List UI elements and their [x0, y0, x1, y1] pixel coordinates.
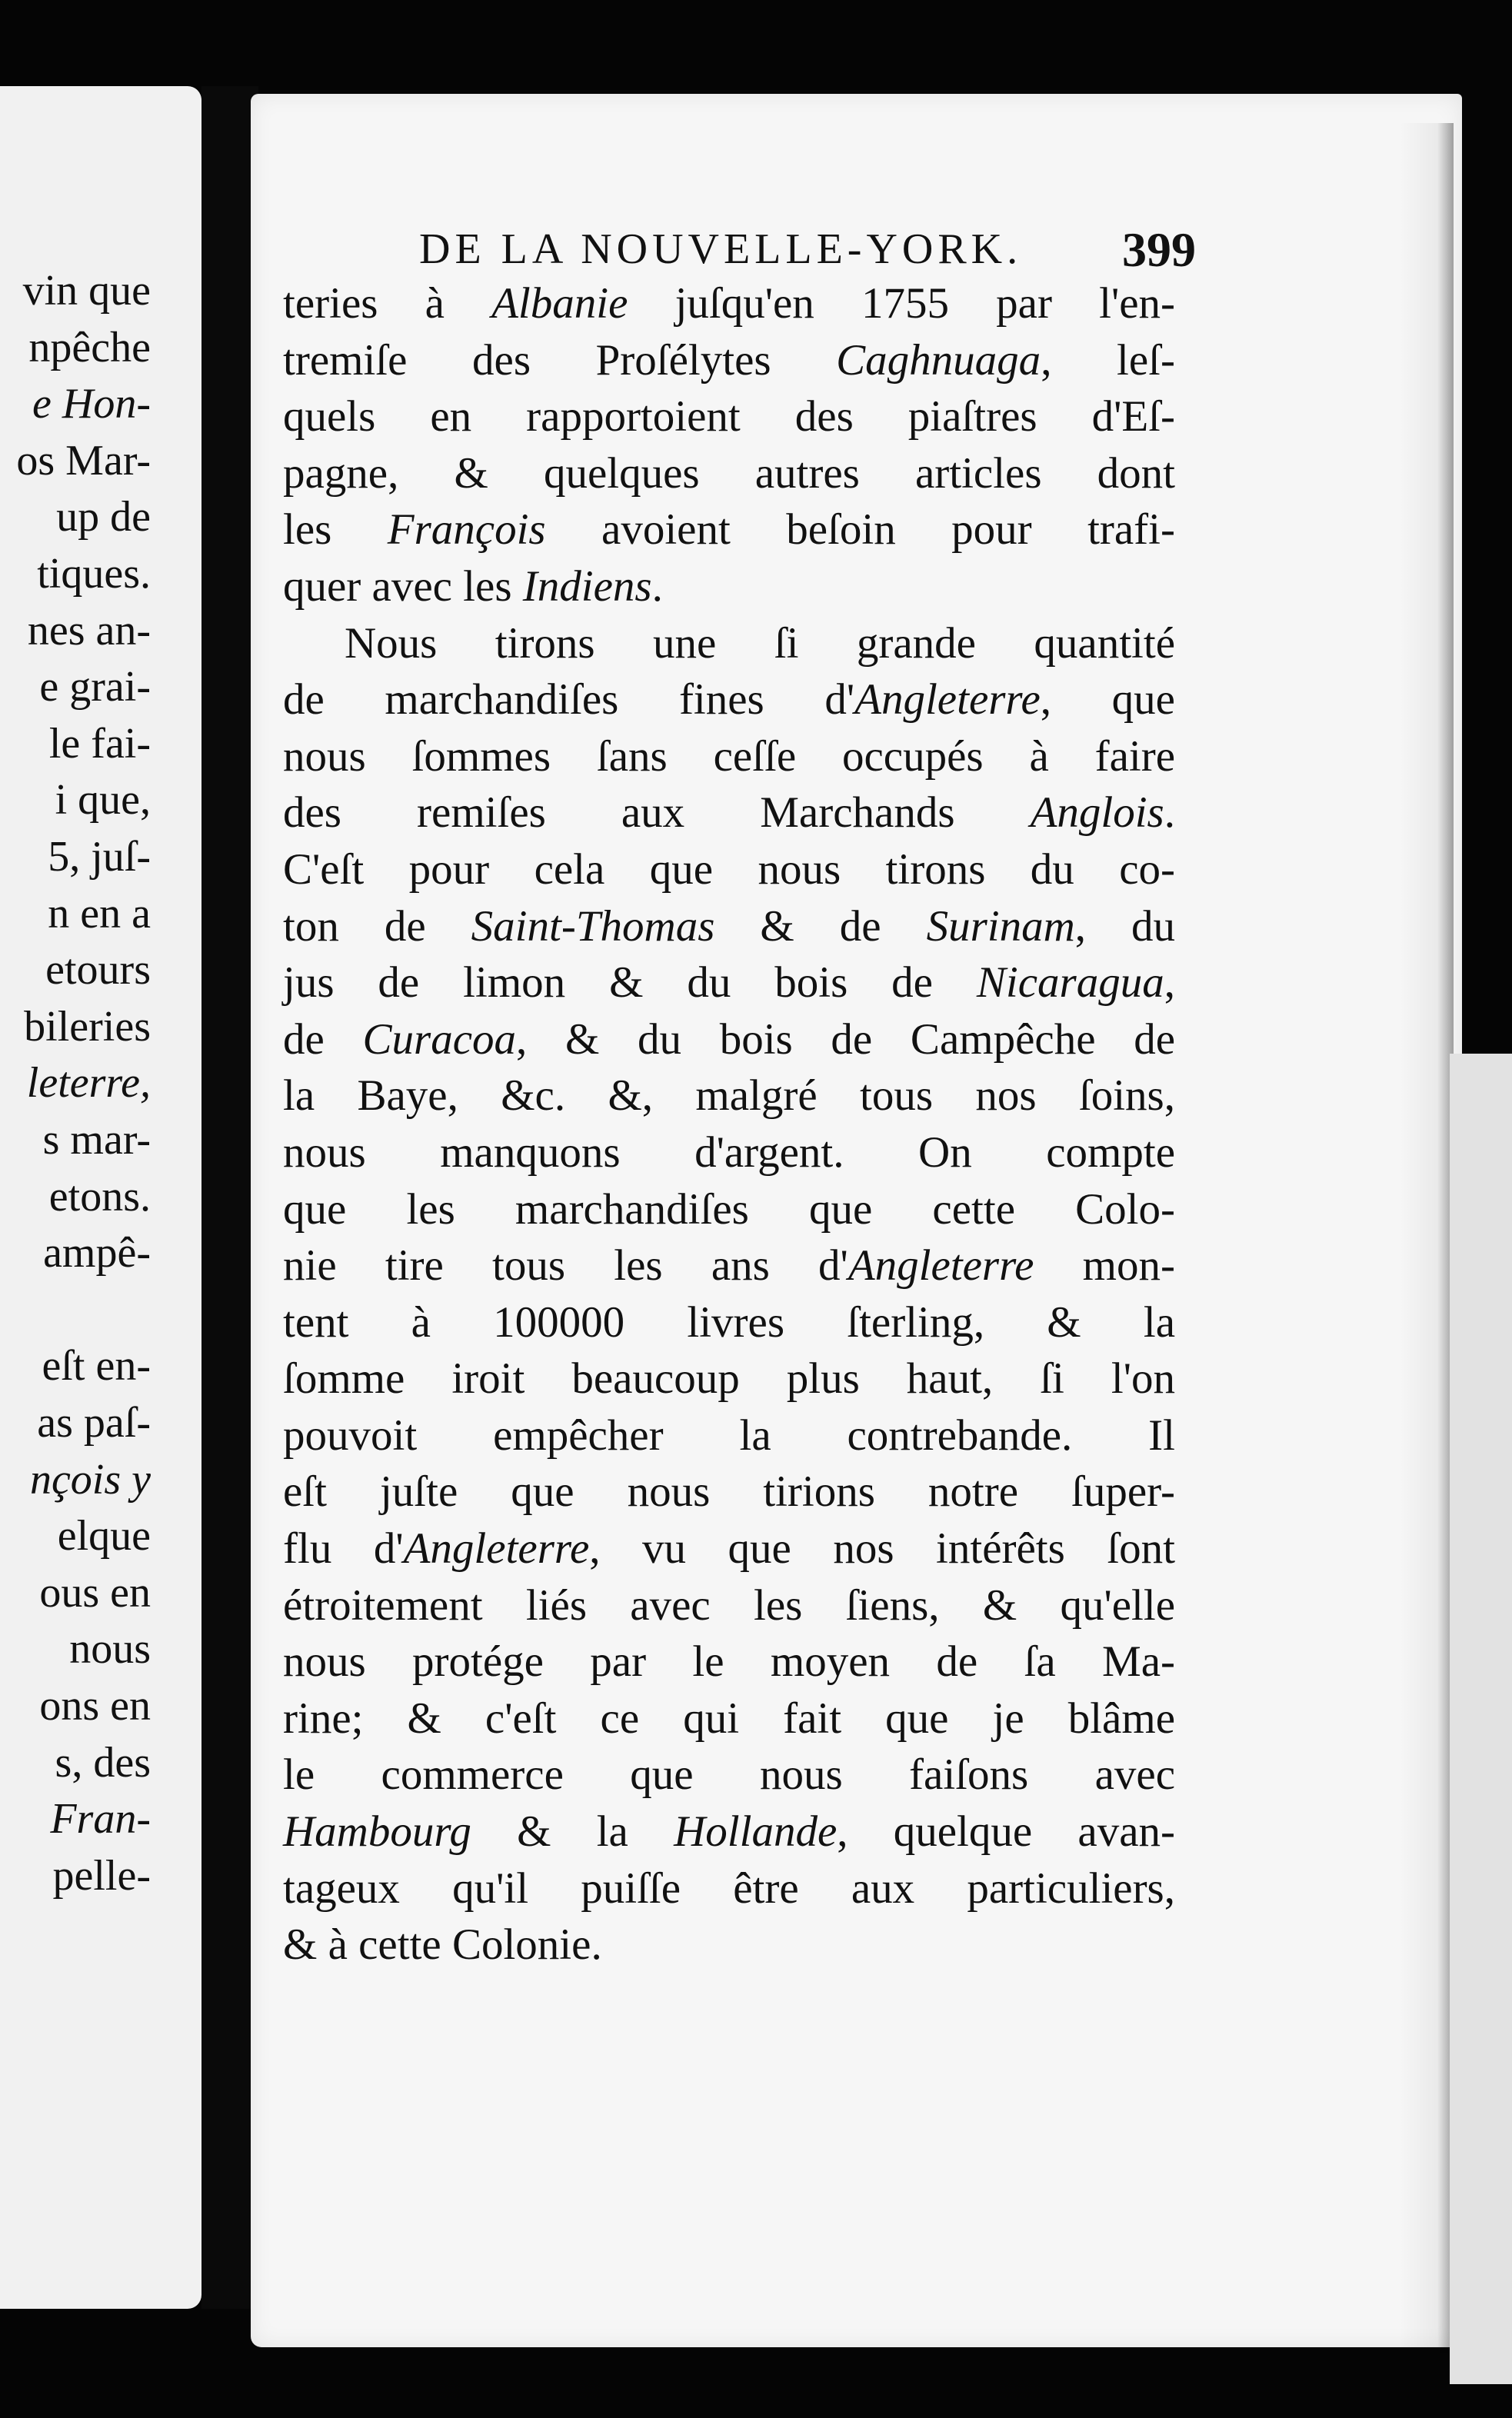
page-number: 399 [1122, 222, 1196, 277]
text-run: , quelque avan- [837, 1807, 1175, 1857]
italic-term: Nicaragua [976, 958, 1164, 1008]
text-run: le commerce que nous faiſons avec [283, 1750, 1175, 1800]
left-page-line: bileries [24, 1002, 151, 1051]
text-run: teries à [283, 279, 492, 328]
text-run: pagne, & quelques autres articles dont [283, 448, 1175, 498]
text-run: avoient beſoin pour trafi- [545, 505, 1175, 555]
text-run: de [283, 1014, 363, 1064]
text-run: . [651, 561, 663, 611]
text-line [283, 1464, 1175, 1520]
italic-term: Curacoa [362, 1014, 517, 1064]
body-text [283, 275, 1175, 1973]
left-page-line: vin que [22, 267, 151, 315]
text-line [283, 388, 1175, 445]
text-line [283, 671, 1175, 728]
text-run: C'eſt pour cela que nous tirons du co- [283, 844, 1175, 894]
italic-term: Anglois [1030, 788, 1164, 838]
text-line [283, 1634, 1175, 1690]
left-page-line: le fai- [48, 719, 151, 768]
text-run: . [1164, 788, 1175, 838]
page-edge-shadow [1400, 123, 1454, 2353]
text-line [283, 1011, 1175, 1068]
text-line [283, 558, 1175, 615]
left-page-line: ous en [39, 1568, 151, 1617]
text-run: pouvoit empêcher la contrebande. Il [283, 1410, 1175, 1460]
text-line [283, 1690, 1175, 1747]
left-page-line: elque [57, 1512, 151, 1560]
italic-term: Albanie [491, 279, 628, 328]
text-line [283, 1181, 1175, 1238]
text-line [283, 1860, 1175, 1917]
left-page-line: tiques. [37, 550, 151, 598]
text-run: les [283, 505, 388, 555]
text-run: & à cette Colonie. [283, 1920, 602, 1970]
text-run: , du [1074, 901, 1176, 951]
left-page-line: up de [56, 493, 151, 541]
text-line [283, 1351, 1175, 1407]
text-run: étroitement liés avec les ſiens, & qu'elle [283, 1580, 1175, 1630]
italic-term: Hollande [674, 1807, 838, 1857]
text-run: , que [1040, 675, 1175, 724]
text-run: , vu que nos intérêts ſont [589, 1524, 1175, 1574]
text-run: , & du bois de Campêche de [516, 1014, 1175, 1064]
left-page-line: Fran- [50, 1795, 151, 1843]
left-page-line: e grai- [39, 663, 151, 711]
left-page-line: n en a [48, 889, 151, 938]
text-line [283, 1407, 1175, 1464]
text-run: la Baye, &c. &, malgré tous nos ſoins, [283, 1071, 1175, 1121]
text-run: , [1164, 958, 1175, 1008]
italic-term: Saint-Thomas [471, 901, 715, 951]
left-page-line: nçois y [29, 1455, 151, 1504]
text-run: & de [714, 901, 927, 951]
text-run: quels en rapportoient des piaſtres d'Eſ- [283, 392, 1175, 441]
text-run: nous manquons d'argent. On compte [283, 1127, 1175, 1177]
text-line [283, 784, 1175, 841]
italic-term: Angleterre [854, 675, 1041, 724]
left-page-line: i que, [55, 776, 151, 824]
text-run: mon- [1034, 1241, 1175, 1291]
text-line [283, 1124, 1175, 1181]
text-run: , leſ- [1041, 335, 1175, 385]
text-line [283, 1804, 1175, 1860]
text-line [283, 728, 1175, 785]
left-page-line: etours [45, 946, 151, 994]
left-page-fragment [0, 86, 201, 2309]
text-line [283, 275, 1175, 332]
next-page-edge [1450, 1054, 1512, 2384]
text-line [283, 1067, 1175, 1124]
text-line [283, 1577, 1175, 1634]
italic-term: Indiens [522, 561, 652, 611]
left-page-line: nes an- [27, 606, 151, 654]
text-run: tent à 100000 livres ſterling, & la [283, 1297, 1175, 1347]
text-run: & la [471, 1807, 674, 1857]
text-run: ſomme iroit beaucoup plus haut, ſi l'on [283, 1354, 1175, 1404]
italic-term: François [387, 505, 546, 555]
text-line [283, 841, 1175, 898]
text-line [283, 332, 1175, 389]
left-page-line: eſt en- [42, 1342, 151, 1391]
text-line [283, 1237, 1175, 1294]
text-run: ton de [283, 901, 471, 951]
text-run: juſqu'en 1755 par l'en- [628, 279, 1175, 328]
book-gutter [201, 86, 258, 2309]
running-head-title: DE LA NOUVELLE-YORK. [419, 225, 1023, 273]
text-run: tremiſe des Proſélytes [283, 335, 837, 385]
left-page-line: e Hon- [32, 380, 151, 428]
text-run: rine; & c'eſt ce qui fait que je blâme [283, 1694, 1175, 1743]
text-line [283, 1294, 1175, 1351]
left-page-line: etons. [48, 1172, 151, 1221]
text-run: quer avec les [283, 561, 523, 611]
italic-term: Angleterre [403, 1524, 590, 1574]
text-line [283, 1747, 1175, 1804]
left-page-line: s mar- [42, 1116, 151, 1164]
text-run: eſt juſte que nous tirions notre ſuper- [283, 1467, 1175, 1517]
text-run: jus de limon & du bois de [283, 958, 977, 1008]
left-page-line: s, des [55, 1738, 151, 1787]
text-run: flu d' [283, 1524, 404, 1574]
italic-term: Surinam [926, 901, 1075, 951]
text-line [283, 1520, 1175, 1577]
left-page-line: npêche [28, 323, 151, 371]
text-line [283, 445, 1175, 502]
text-run: nous protége par le moyen de ſa Ma- [283, 1637, 1175, 1687]
text-run: tageux qu'il puiſſe être aux particuliers, [283, 1863, 1175, 1913]
text-line [283, 501, 1175, 558]
text-run: des remiſes aux Marchands [283, 788, 1031, 838]
left-page-line: as paſ- [37, 1399, 151, 1447]
text-run: nie tire tous les ans d' [283, 1241, 848, 1291]
left-page-line: nous [69, 1625, 151, 1674]
left-page-line: ons en [39, 1682, 151, 1730]
text-line [283, 954, 1175, 1011]
text-line [283, 898, 1175, 955]
left-page-line: 5, juſ- [48, 833, 151, 881]
text-run: que les marchandiſes que cette Colo- [283, 1184, 1175, 1234]
italic-term: Hambourg [283, 1807, 471, 1857]
left-page-line: leterre, [26, 1059, 151, 1107]
left-page-line: os Mar- [16, 436, 151, 485]
text-run: Nous tirons une ſi grande quantité [345, 618, 1175, 668]
text-line [283, 1917, 1175, 1973]
italic-term: Angleterre [848, 1241, 1034, 1291]
text-run: nous ſommes ſans ceſſe occupés à faire [283, 731, 1175, 781]
italic-term: Caghnuaga [836, 335, 1041, 385]
text-line [283, 615, 1175, 672]
left-page-line: ampê- [43, 1229, 151, 1277]
left-page-line: pelle- [52, 1851, 151, 1900]
text-run: de marchandiſes fines d' [283, 675, 855, 724]
